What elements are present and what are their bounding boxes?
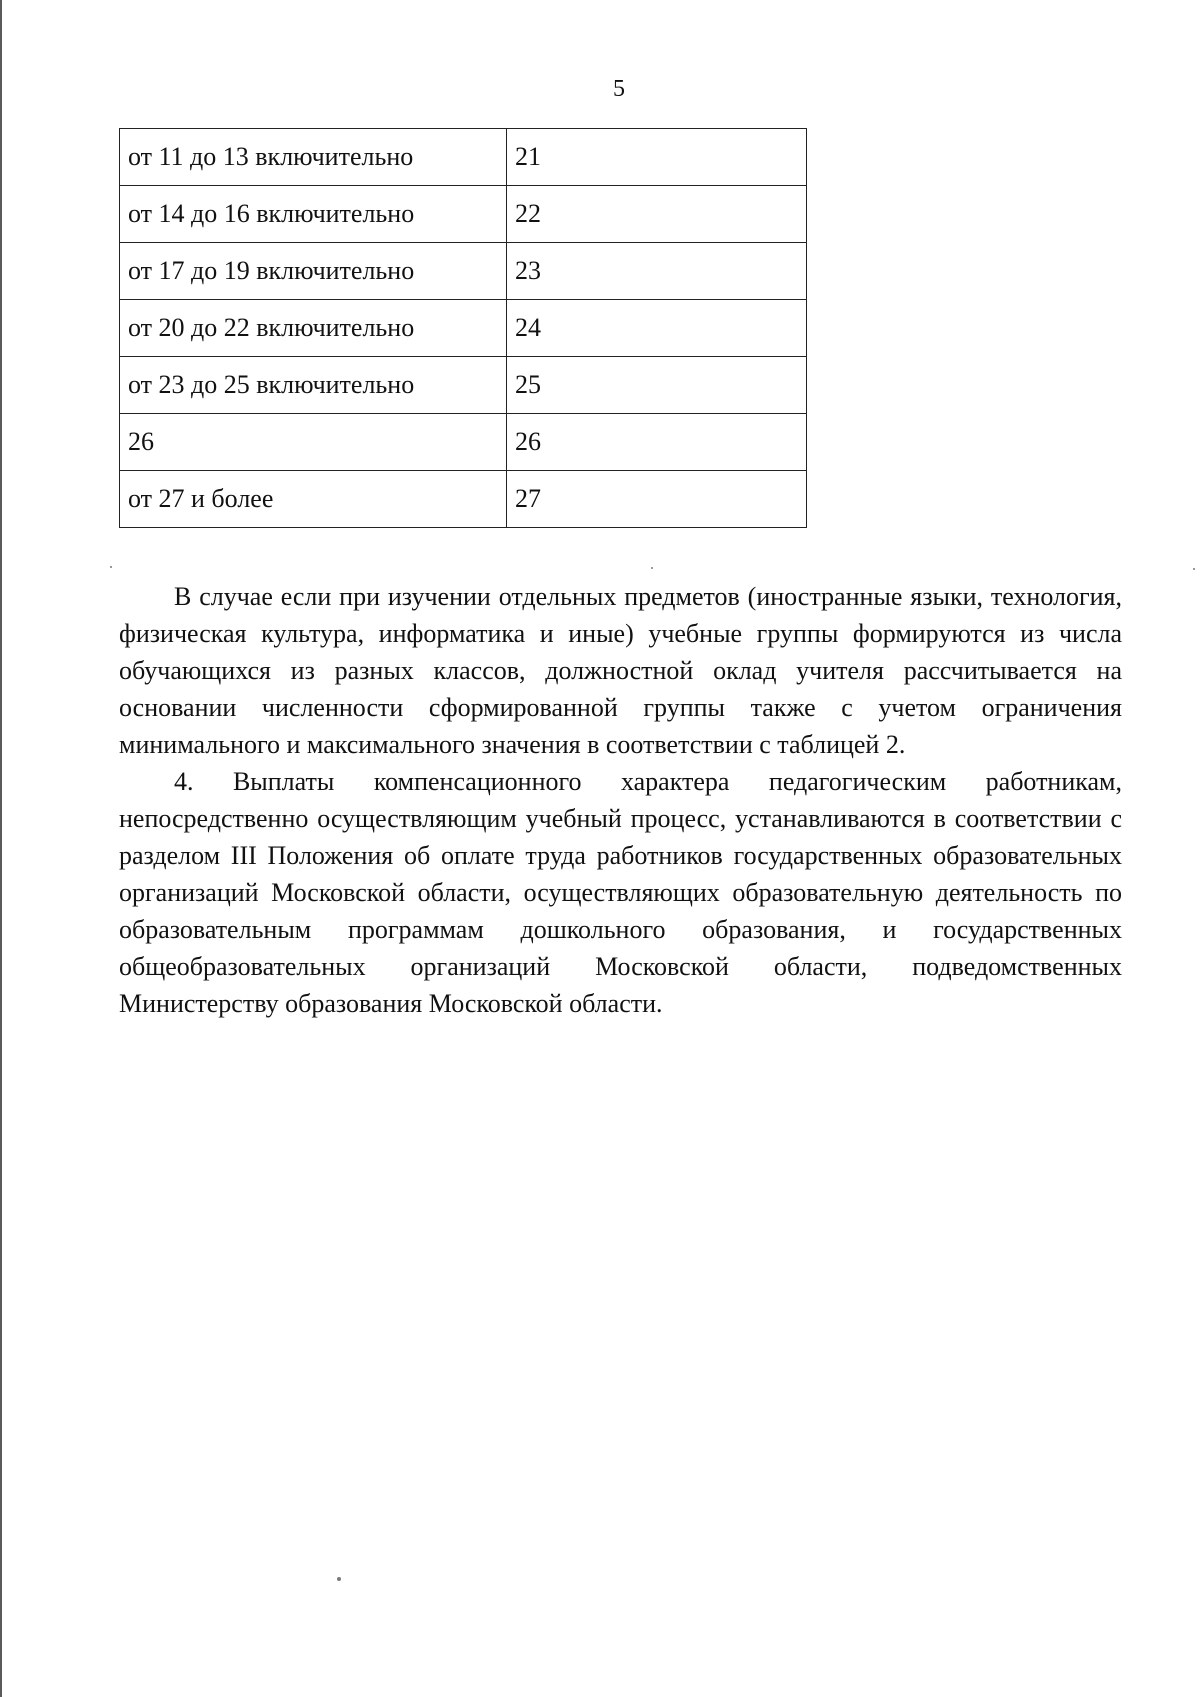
- table-cell-range: от 14 до 16 включительно: [120, 186, 507, 243]
- table-cell-value: 26: [507, 414, 807, 471]
- table-row: [120, 129, 807, 186]
- scan-speck: [651, 567, 653, 569]
- table-cell-range: от 23 до 25 включительно: [120, 357, 507, 414]
- page-number: 5: [613, 76, 625, 102]
- table-row: [120, 186, 807, 243]
- table-row: [120, 357, 807, 414]
- table-row: [120, 300, 807, 357]
- table-cell-range: от 20 до 22 включительно: [120, 300, 507, 357]
- table-cell-value: 24: [507, 300, 807, 357]
- table-cell-value: 27: [507, 471, 807, 528]
- paragraph-compensation: 4. Выплаты компенсационного характера педагогическим работникам, непосредственно осуществляющим учебный процесс, устанавливаются в соответствии с разделом III Положения об оплате труда работников государственных образовательных организаций Московской области, осуществляющих образовательную деятельность по образовательным программам дошкольного образования, и государственных общеобразовательных организаций Московской области, подведомственных Министерству образования Московской области.: [119, 767, 1122, 1018]
- table-row: [120, 471, 807, 528]
- table-cell-range: 26: [120, 414, 507, 471]
- table-cell-value: 21: [507, 129, 807, 186]
- table-cell-range: от 11 до 13 включительно: [120, 129, 507, 186]
- scan-speck: [110, 566, 112, 568]
- table-cell-value: 23: [507, 243, 807, 300]
- table-cell-value: 22: [507, 186, 807, 243]
- scan-speck: [1193, 568, 1195, 570]
- table-cell-range: от 17 до 19 включительно: [120, 243, 507, 300]
- scan-border: [0, 0, 2, 1697]
- table-row: [120, 243, 807, 300]
- scan-speck: [337, 1577, 341, 1581]
- table-cell-value: 25: [507, 357, 807, 414]
- table-row: [120, 414, 807, 471]
- body-text: [119, 578, 1122, 1022]
- table-cell-range: от 27 и более: [120, 471, 507, 528]
- group-size-table: [119, 128, 807, 528]
- paragraph-groups: В случае если при изучении отдельных предметов (иностранные языки, технология, физическая культура, информатика и иные) учебные группы формируются из числа обучающихся из разных классов, должностной оклад учителя рассчитывается на основании численности сформированной группы также с учетом ограничения минимального и максимального значения в соответствии с таблицей 2.: [119, 582, 1122, 759]
